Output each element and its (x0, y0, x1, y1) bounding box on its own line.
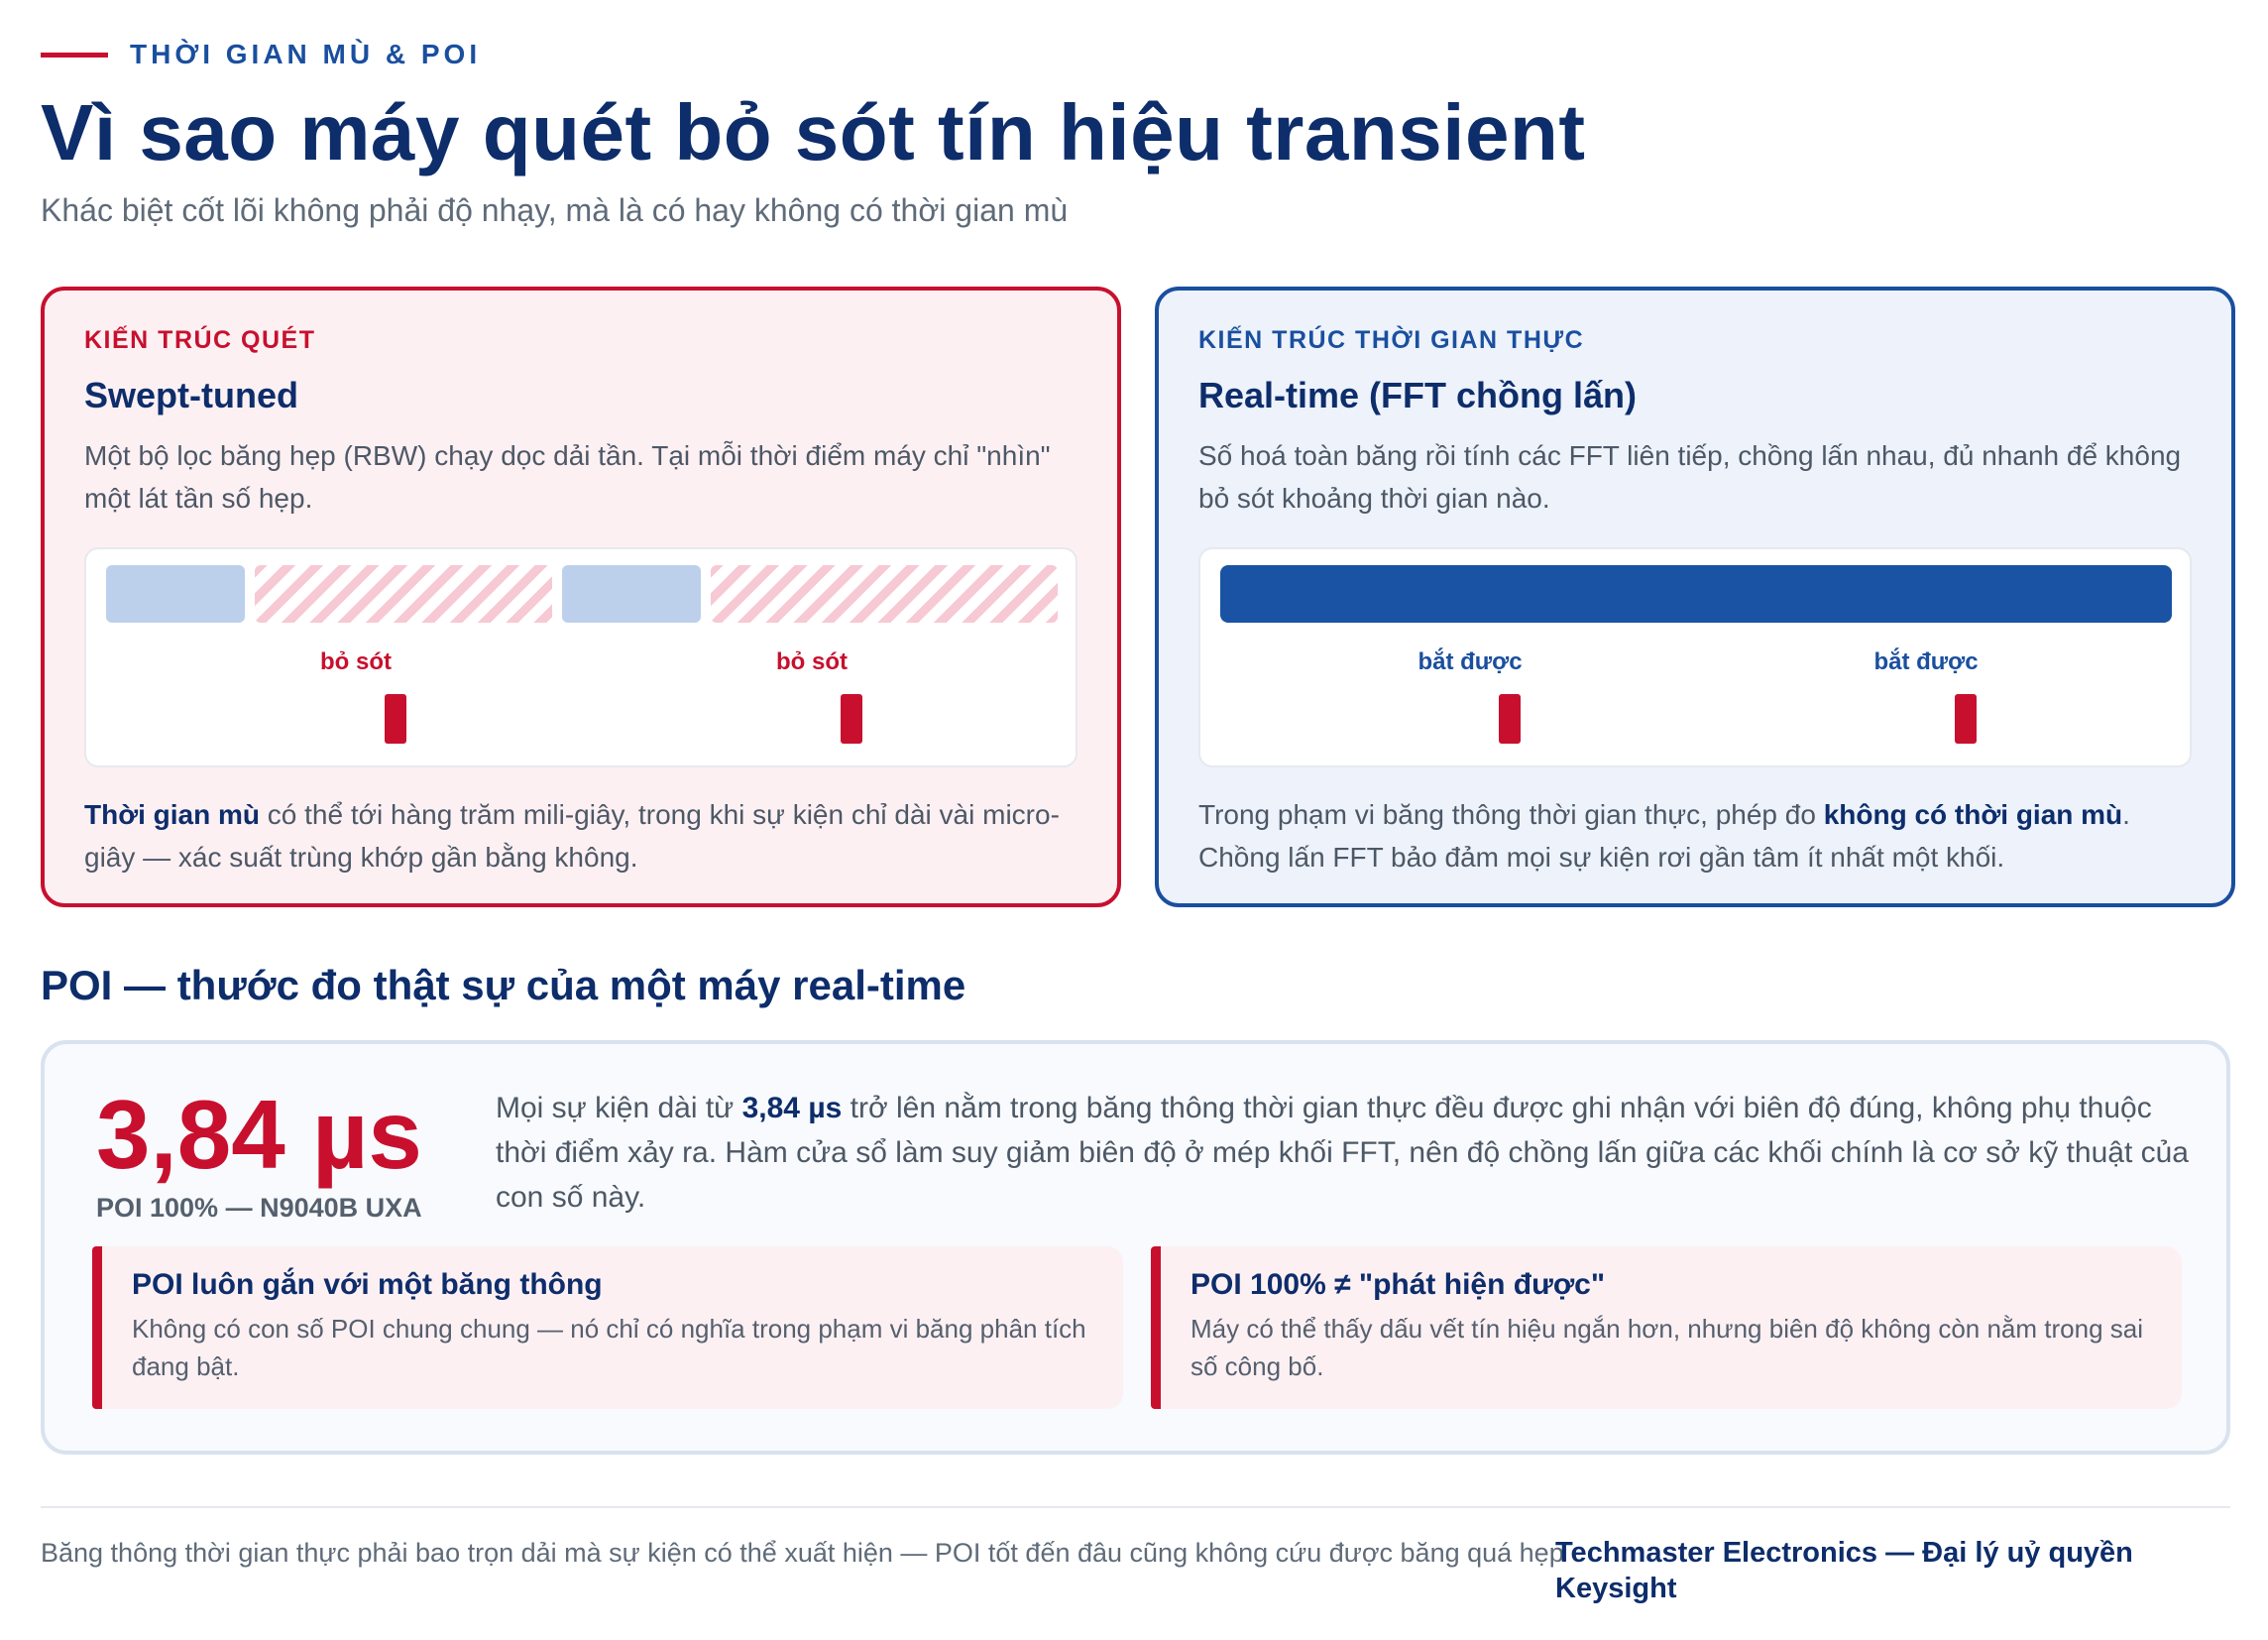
transient-event-marker (1499, 694, 1521, 744)
event-label-missed: bỏ sót (320, 648, 392, 675)
transient-event-marker (841, 694, 862, 744)
swept-note (84, 793, 1077, 879)
real-time-card (1155, 287, 2235, 907)
poi-text-end: trở lên nằm trong băng thông thời gian thực đều được ghi nhận với biên độ đúng, không phụ thuộc thời điểm xảy ra. Hàm cửa sổ làm suy giảm biên độ ở mép khối FFT, nên độ chồng lấn giữa các khối chính là cơ sở kỹ thuật của con số này. (496, 1092, 2189, 1214)
swept-note-emphasis: Thời gian mù (84, 799, 261, 830)
poi-card-description: Máy có thể thấy dấu vết tín hiệu ngắn hơn, nhưng biên độ không còn nằm trong sai số công bố. (1191, 1314, 2143, 1381)
poi-card-description: Không có con số POI chung chung — nó chỉ có nghĩa trong phạm vi băng phân tích đang bật. (132, 1314, 1086, 1381)
page-subtitle: Khác biệt cốt lõi không phải độ nhạy, mà là có hay không có thời gian mù (41, 192, 1069, 228)
poi-value: 3,84 µs (96, 1080, 422, 1189)
poi-card-title: POI luôn gắn với một băng thông (132, 1268, 603, 1301)
page-title: Vì sao máy quét bỏ sót tín hiệu transient (41, 88, 1586, 176)
footer-divider (41, 1506, 2230, 1508)
poi-card-title: POI 100% ≠ "phát hiện được" (1191, 1268, 1606, 1301)
footer-note: Băng thông thời gian thực phải bao trọn dải mà sự kiện có thể xuất hiện — POI tốt đến đâu cũng không cứu được băng quá hẹp (41, 1538, 1564, 1568)
swept-title: Swept-tuned (84, 375, 298, 415)
transient-event-marker (1955, 694, 1977, 744)
event-label-captured: bắt được (1418, 648, 1523, 675)
blind-segment (255, 565, 552, 623)
transient-event-marker (385, 694, 406, 744)
continuous-capture-bar (1220, 565, 2172, 623)
realtime-timeline-diagram (1198, 547, 2192, 767)
swept-description: Một bộ lọc băng hẹp (RBW) chạy dọc dải tần. Tại mỗi thời điểm máy chỉ "nhìn" một lát tần số hẹp. (84, 440, 1051, 514)
realtime-note (1198, 793, 2192, 879)
poi-panel (41, 1040, 2230, 1455)
infographic-page (41, 0, 2227, 1640)
realtime-title: Real-time (FFT chồng lấn) (1198, 375, 1638, 415)
realtime-note-emphasis: không có thời gian mù (1823, 799, 2123, 830)
blind-segment (711, 565, 1058, 623)
observed-segment (562, 565, 701, 623)
event-label-missed: bỏ sót (776, 648, 848, 675)
poi-text-start: Mọi sự kiện dài từ (496, 1092, 742, 1124)
eyebrow-accent-line (41, 53, 108, 58)
poi-detection-card (1151, 1246, 2182, 1409)
observed-segment (106, 565, 245, 623)
swept-note-text: có thể tới hàng trăm mili-giây, trong khi sự kiện chỉ dài vài micro-giây — xác suất trùng khớp gần bằng không. (84, 799, 1060, 873)
realtime-kicker: KIẾN TRÚC THỜI GIAN THỰC (1198, 326, 1585, 354)
swept-tuned-card (41, 287, 1121, 907)
poi-heading: POI — thước đo thật sự của một máy real-time (41, 962, 966, 1008)
realtime-note-text-end: . Chồng lấn FFT bảo đảm mọi sự kiện rơi gần tâm ít nhất một khối. (1198, 799, 2130, 873)
realtime-note-text: Trong phạm vi băng thông thời gian thực, phép đo (1198, 799, 1824, 830)
poi-explanation (496, 1086, 2201, 1220)
eyebrow-text: THỜI GIAN MÙ & POI (130, 39, 482, 69)
poi-value-label: POI 100% — N9040B UXA (96, 1193, 422, 1223)
poi-bandwidth-card (92, 1246, 1123, 1409)
realtime-description: Số hoá toàn băng rồi tính các FFT liên tiếp, chồng lấn nhau, đủ nhanh để không bỏ sót khoảng thời gian nào. (1198, 440, 2182, 514)
swept-timeline-diagram (84, 547, 1077, 767)
swept-kicker: KIẾN TRÚC QUÉT (84, 326, 316, 354)
footer-brand: Techmaster Electronics — Đại lý uỷ quyền Keysight (1555, 1537, 2133, 1604)
poi-text-emphasis: 3,84 µs (741, 1092, 843, 1124)
eyebrow (41, 40, 481, 69)
event-label-captured: bắt được (1873, 648, 1979, 675)
